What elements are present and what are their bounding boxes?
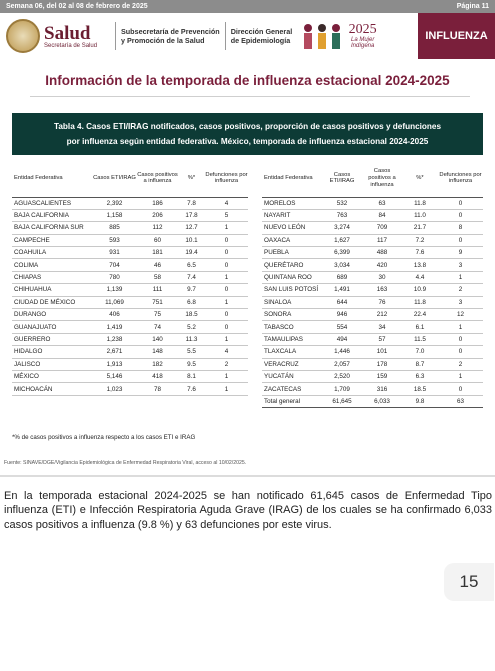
table-row bbox=[262, 271, 483, 283]
table-row bbox=[12, 296, 248, 308]
value-cell: 75 bbox=[137, 309, 178, 321]
value-cell: 8.7 bbox=[402, 358, 438, 370]
value-cell: 751 bbox=[137, 296, 178, 308]
table-left bbox=[12, 160, 248, 396]
value-cell: 0 bbox=[438, 197, 483, 209]
value-cell: 532 bbox=[322, 197, 362, 209]
value-cell: 1,913 bbox=[92, 358, 137, 370]
value-cell: 2,520 bbox=[322, 370, 362, 382]
state-cell: JALISCO bbox=[12, 358, 92, 370]
value-cell: 117 bbox=[362, 234, 402, 246]
value-cell: 1 bbox=[205, 222, 248, 234]
total-value: 63 bbox=[438, 395, 483, 407]
page-title: Información de la temporada de influenza estacional 2024-2025 bbox=[45, 73, 450, 88]
week-label: Semana 06, del 02 al 08 de febrero de 2025 bbox=[6, 3, 148, 10]
state-cell: QUERÉTARO bbox=[262, 259, 322, 271]
table-row bbox=[262, 284, 483, 296]
value-cell: 885 bbox=[92, 222, 137, 234]
value-cell: 11.3 bbox=[178, 333, 205, 345]
table-header-row bbox=[262, 160, 483, 197]
value-cell: 12.7 bbox=[178, 222, 205, 234]
state-cell: MÉXICO bbox=[12, 370, 92, 382]
subsecretaria-label: Subsecretaría de Prevención y Promoción de la Salud bbox=[121, 27, 220, 45]
value-cell: 140 bbox=[137, 333, 178, 345]
column-header: Casos positivos a influenza bbox=[137, 160, 178, 197]
value-cell: 6.8 bbox=[178, 296, 205, 308]
top-bar bbox=[0, 0, 495, 13]
column-header: Entidad Federativa bbox=[262, 160, 322, 197]
value-cell: 6,399 bbox=[322, 247, 362, 259]
value-cell: 11.8 bbox=[402, 296, 438, 308]
value-cell: 21.7 bbox=[402, 222, 438, 234]
value-cell: 2 bbox=[438, 358, 483, 370]
table-right bbox=[262, 160, 483, 408]
value-cell: 1 bbox=[205, 296, 248, 308]
state-cell: BAJA CALIFORNIA SUR bbox=[12, 222, 92, 234]
value-cell: 12 bbox=[438, 309, 483, 321]
value-cell: 63 bbox=[362, 197, 402, 209]
value-cell: 7.0 bbox=[402, 346, 438, 358]
table-row bbox=[12, 370, 248, 382]
header-divider bbox=[225, 22, 226, 50]
value-cell: 1,446 bbox=[322, 346, 362, 358]
value-cell: 159 bbox=[362, 370, 402, 382]
state-cell: YUCATÁN bbox=[262, 370, 322, 382]
value-cell: 22.4 bbox=[402, 309, 438, 321]
value-cell: 0 bbox=[205, 284, 248, 296]
value-cell: 593 bbox=[92, 234, 137, 246]
value-cell: 1 bbox=[205, 370, 248, 382]
value-cell: 178 bbox=[362, 358, 402, 370]
value-cell: 7.6 bbox=[402, 247, 438, 259]
value-cell: 57 bbox=[362, 333, 402, 345]
table-row bbox=[12, 271, 248, 283]
value-cell: 74 bbox=[137, 321, 178, 333]
value-cell: 1 bbox=[438, 370, 483, 382]
state-cell: MICHOACÁN bbox=[12, 383, 92, 395]
total-label: Total general bbox=[262, 395, 322, 407]
value-cell: 101 bbox=[362, 346, 402, 358]
mexico-seal-icon bbox=[6, 19, 40, 53]
value-cell: 0 bbox=[205, 234, 248, 246]
value-cell: 689 bbox=[322, 271, 362, 283]
table-row bbox=[12, 259, 248, 271]
value-cell: 0 bbox=[205, 247, 248, 259]
value-cell: 709 bbox=[362, 222, 402, 234]
state-cell: OAXACA bbox=[262, 234, 322, 246]
value-cell: 11,069 bbox=[92, 296, 137, 308]
value-cell: 6.3 bbox=[402, 370, 438, 382]
state-cell: GUANAJUATO bbox=[12, 321, 92, 333]
table-row bbox=[12, 209, 248, 221]
table-row bbox=[12, 383, 248, 395]
value-cell: 1,491 bbox=[322, 284, 362, 296]
column-header: Casos positivos a influenza bbox=[362, 160, 402, 197]
table-row bbox=[262, 247, 483, 259]
value-cell: 3,034 bbox=[322, 259, 362, 271]
state-cell: SONORA bbox=[262, 309, 322, 321]
state-cell: HIDALGO bbox=[12, 346, 92, 358]
value-cell: 17.8 bbox=[178, 209, 205, 221]
header-divider bbox=[115, 22, 116, 50]
table-row bbox=[12, 234, 248, 246]
state-cell: DURANGO bbox=[12, 309, 92, 321]
value-cell: 3 bbox=[438, 259, 483, 271]
value-cell: 1,709 bbox=[322, 383, 362, 395]
value-cell: 7.4 bbox=[178, 271, 205, 283]
value-cell: 1,023 bbox=[92, 383, 137, 395]
indigenous-women-icon bbox=[300, 21, 344, 51]
state-cell: CAMPECHE bbox=[12, 234, 92, 246]
table-row bbox=[12, 222, 248, 234]
value-cell: 8 bbox=[438, 222, 483, 234]
table-row bbox=[262, 370, 483, 382]
value-cell: 9.7 bbox=[178, 284, 205, 296]
value-cell: 1 bbox=[205, 333, 248, 345]
value-cell: 78 bbox=[137, 383, 178, 395]
table-row bbox=[12, 247, 248, 259]
value-cell: 7.6 bbox=[178, 383, 205, 395]
table-row bbox=[262, 333, 483, 345]
state-cell: SINALOA bbox=[262, 296, 322, 308]
value-cell: 5,146 bbox=[92, 370, 137, 382]
table-row bbox=[262, 259, 483, 271]
state-cell: NAYARIT bbox=[262, 209, 322, 221]
value-cell: 0 bbox=[438, 383, 483, 395]
table-row bbox=[12, 197, 248, 209]
total-row bbox=[262, 395, 483, 407]
table-footnote: *% de casos positivos a influenza respecto a los casos ETI e IRAG bbox=[12, 434, 196, 441]
value-cell: 1,627 bbox=[322, 234, 362, 246]
table-row bbox=[262, 346, 483, 358]
value-cell: 18.5 bbox=[402, 383, 438, 395]
value-cell: 316 bbox=[362, 383, 402, 395]
total-value: 61,645 bbox=[322, 395, 362, 407]
summary-paragraph: En la temporada estacional 2024-2025 se han notificado 61,645 casos de Enfermedad Tipo influenza (ETI) e Infección Respiratoria Aguda Grave (IRAG) de los cuales se ha confirmado 6,033 casos positivos a influenza (9.8 %) y 63 defunciones por este virus. bbox=[4, 490, 492, 531]
table-row bbox=[262, 309, 483, 321]
state-cell: VERACRUZ bbox=[262, 358, 322, 370]
column-header: Casos ETI/IRAG bbox=[322, 160, 362, 197]
value-cell: 0 bbox=[205, 321, 248, 333]
value-cell: 763 bbox=[322, 209, 362, 221]
value-cell: 0 bbox=[205, 309, 248, 321]
value-cell: 780 bbox=[92, 271, 137, 283]
state-cell: CIUDAD DE MÉXICO bbox=[12, 296, 92, 308]
value-cell: 34 bbox=[362, 321, 402, 333]
state-cell: COLIMA bbox=[12, 259, 92, 271]
value-cell: 112 bbox=[137, 222, 178, 234]
state-cell: CHIHUAHUA bbox=[12, 284, 92, 296]
table-row bbox=[12, 321, 248, 333]
table-header-row bbox=[12, 160, 248, 197]
value-cell: 2 bbox=[205, 358, 248, 370]
section-divider bbox=[0, 475, 495, 477]
table-row bbox=[12, 309, 248, 321]
value-cell: 1 bbox=[205, 271, 248, 283]
value-cell: 148 bbox=[137, 346, 178, 358]
value-cell: 494 bbox=[322, 333, 362, 345]
value-cell: 4.4 bbox=[402, 271, 438, 283]
table-row bbox=[12, 346, 248, 358]
value-cell: 5.5 bbox=[178, 346, 205, 358]
value-cell: 4 bbox=[205, 197, 248, 209]
value-cell: 1,139 bbox=[92, 284, 137, 296]
value-cell: 0 bbox=[438, 333, 483, 345]
value-cell: 7.8 bbox=[178, 197, 205, 209]
state-cell: MORELOS bbox=[262, 197, 322, 209]
value-cell: 10.9 bbox=[402, 284, 438, 296]
table-row bbox=[12, 333, 248, 345]
state-cell: BAJA CALIFORNIA bbox=[12, 209, 92, 221]
influenza-tab: INFLUENZA bbox=[418, 13, 495, 59]
value-cell: 3,274 bbox=[322, 222, 362, 234]
value-cell: 946 bbox=[322, 309, 362, 321]
value-cell: 13.8 bbox=[402, 259, 438, 271]
value-cell: 931 bbox=[92, 247, 137, 259]
table-row bbox=[262, 383, 483, 395]
value-cell: 84 bbox=[362, 209, 402, 221]
table-row bbox=[12, 358, 248, 370]
value-cell: 1,419 bbox=[92, 321, 137, 333]
state-cell: TAMAULIPAS bbox=[262, 333, 322, 345]
state-cell: NUEVO LEÓN bbox=[262, 222, 322, 234]
value-cell: 11.0 bbox=[402, 209, 438, 221]
year-label: 2025 La Mujer Indígena bbox=[348, 22, 377, 49]
value-cell: 9.5 bbox=[178, 358, 205, 370]
state-cell: COAHUILA bbox=[12, 247, 92, 259]
table-row bbox=[262, 197, 483, 209]
value-cell: 2,671 bbox=[92, 346, 137, 358]
value-cell: 186 bbox=[137, 197, 178, 209]
value-cell: 111 bbox=[137, 284, 178, 296]
page-label: Página 11 bbox=[456, 3, 489, 10]
source-note: Fuente: SINAVE/DGE/Vigilancia Epidemiológica de Enfermedad Respiratoria Viral, acceso al 10/02/2025. bbox=[4, 460, 247, 466]
table-row bbox=[262, 321, 483, 333]
value-cell: 420 bbox=[362, 259, 402, 271]
value-cell: 181 bbox=[137, 247, 178, 259]
value-cell: 5.2 bbox=[178, 321, 205, 333]
column-header: Defunciones por influenza bbox=[438, 160, 483, 197]
value-cell: 206 bbox=[137, 209, 178, 221]
value-cell: 182 bbox=[137, 358, 178, 370]
value-cell: 5 bbox=[205, 209, 248, 221]
table-row bbox=[12, 284, 248, 296]
value-cell: 76 bbox=[362, 296, 402, 308]
value-cell: 7.2 bbox=[402, 234, 438, 246]
table-row bbox=[262, 296, 483, 308]
table-row bbox=[262, 222, 483, 234]
value-cell: 9 bbox=[438, 247, 483, 259]
value-cell: 488 bbox=[362, 247, 402, 259]
header bbox=[0, 13, 495, 59]
table-row bbox=[262, 358, 483, 370]
value-cell: 0 bbox=[438, 346, 483, 358]
logo-sub-text: Secretaría de Salud bbox=[44, 42, 98, 49]
value-cell: 30 bbox=[362, 271, 402, 283]
total-value: 6,033 bbox=[362, 395, 402, 407]
value-cell: 704 bbox=[92, 259, 137, 271]
table-caption: Tabla 4. Casos ETI/IRAG notificados, casos positivos, proporción de casos positivos y defunciones por influenza según entidad federativa. México, temporada de influenza estacional 2024-2025 bbox=[12, 113, 483, 155]
value-cell: 4 bbox=[205, 346, 248, 358]
column-header: Casos ETI/IRAG bbox=[92, 160, 137, 197]
state-cell: QUINTANA ROO bbox=[262, 271, 322, 283]
value-cell: 18.5 bbox=[178, 309, 205, 321]
value-cell: 11.5 bbox=[402, 333, 438, 345]
value-cell: 0 bbox=[438, 234, 483, 246]
direccion-label: Dirección General de Epidemiología bbox=[230, 27, 293, 45]
state-cell: PUEBLA bbox=[262, 247, 322, 259]
state-cell: ZACATECAS bbox=[262, 383, 322, 395]
value-cell: 212 bbox=[362, 309, 402, 321]
value-cell: 554 bbox=[322, 321, 362, 333]
logo-main-text: Salud bbox=[44, 22, 91, 44]
state-cell: CHIAPAS bbox=[12, 271, 92, 283]
total-value: 9.8 bbox=[402, 395, 438, 407]
value-cell: 163 bbox=[362, 284, 402, 296]
year-banner bbox=[300, 21, 376, 51]
value-cell: 6.5 bbox=[178, 259, 205, 271]
value-cell: 46 bbox=[137, 259, 178, 271]
value-cell: 58 bbox=[137, 271, 178, 283]
value-cell: 11.8 bbox=[402, 197, 438, 209]
value-cell: 2,392 bbox=[92, 197, 137, 209]
value-cell: 8.1 bbox=[178, 370, 205, 382]
value-cell: 2 bbox=[438, 284, 483, 296]
value-cell: 1 bbox=[205, 383, 248, 395]
title-divider bbox=[30, 96, 470, 97]
table-row bbox=[262, 234, 483, 246]
column-header: Defunciones por influenza bbox=[205, 160, 248, 197]
value-cell: 1,158 bbox=[92, 209, 137, 221]
value-cell: 10.1 bbox=[178, 234, 205, 246]
value-cell: 644 bbox=[322, 296, 362, 308]
value-cell: 0 bbox=[205, 259, 248, 271]
state-cell: SAN LUIS POTOSÍ bbox=[262, 284, 322, 296]
state-cell: AGUASCALIENTES bbox=[12, 197, 92, 209]
table-row bbox=[262, 209, 483, 221]
state-cell: GUERRERO bbox=[12, 333, 92, 345]
value-cell: 418 bbox=[137, 370, 178, 382]
value-cell: 1,238 bbox=[92, 333, 137, 345]
value-cell: 60 bbox=[137, 234, 178, 246]
salud-logo bbox=[6, 19, 110, 53]
column-header: %* bbox=[178, 160, 205, 197]
value-cell: 406 bbox=[92, 309, 137, 321]
value-cell: 1 bbox=[438, 321, 483, 333]
value-cell: 3 bbox=[438, 296, 483, 308]
state-cell: TABASCO bbox=[262, 321, 322, 333]
column-header: Entidad Federativa bbox=[12, 160, 92, 197]
page-number: 15 bbox=[444, 563, 494, 601]
column-header: %* bbox=[402, 160, 438, 197]
state-cell: TLAXCALA bbox=[262, 346, 322, 358]
value-cell: 6.1 bbox=[402, 321, 438, 333]
value-cell: 0 bbox=[438, 209, 483, 221]
value-cell: 19.4 bbox=[178, 247, 205, 259]
value-cell: 1 bbox=[438, 271, 483, 283]
value-cell: 2,057 bbox=[322, 358, 362, 370]
